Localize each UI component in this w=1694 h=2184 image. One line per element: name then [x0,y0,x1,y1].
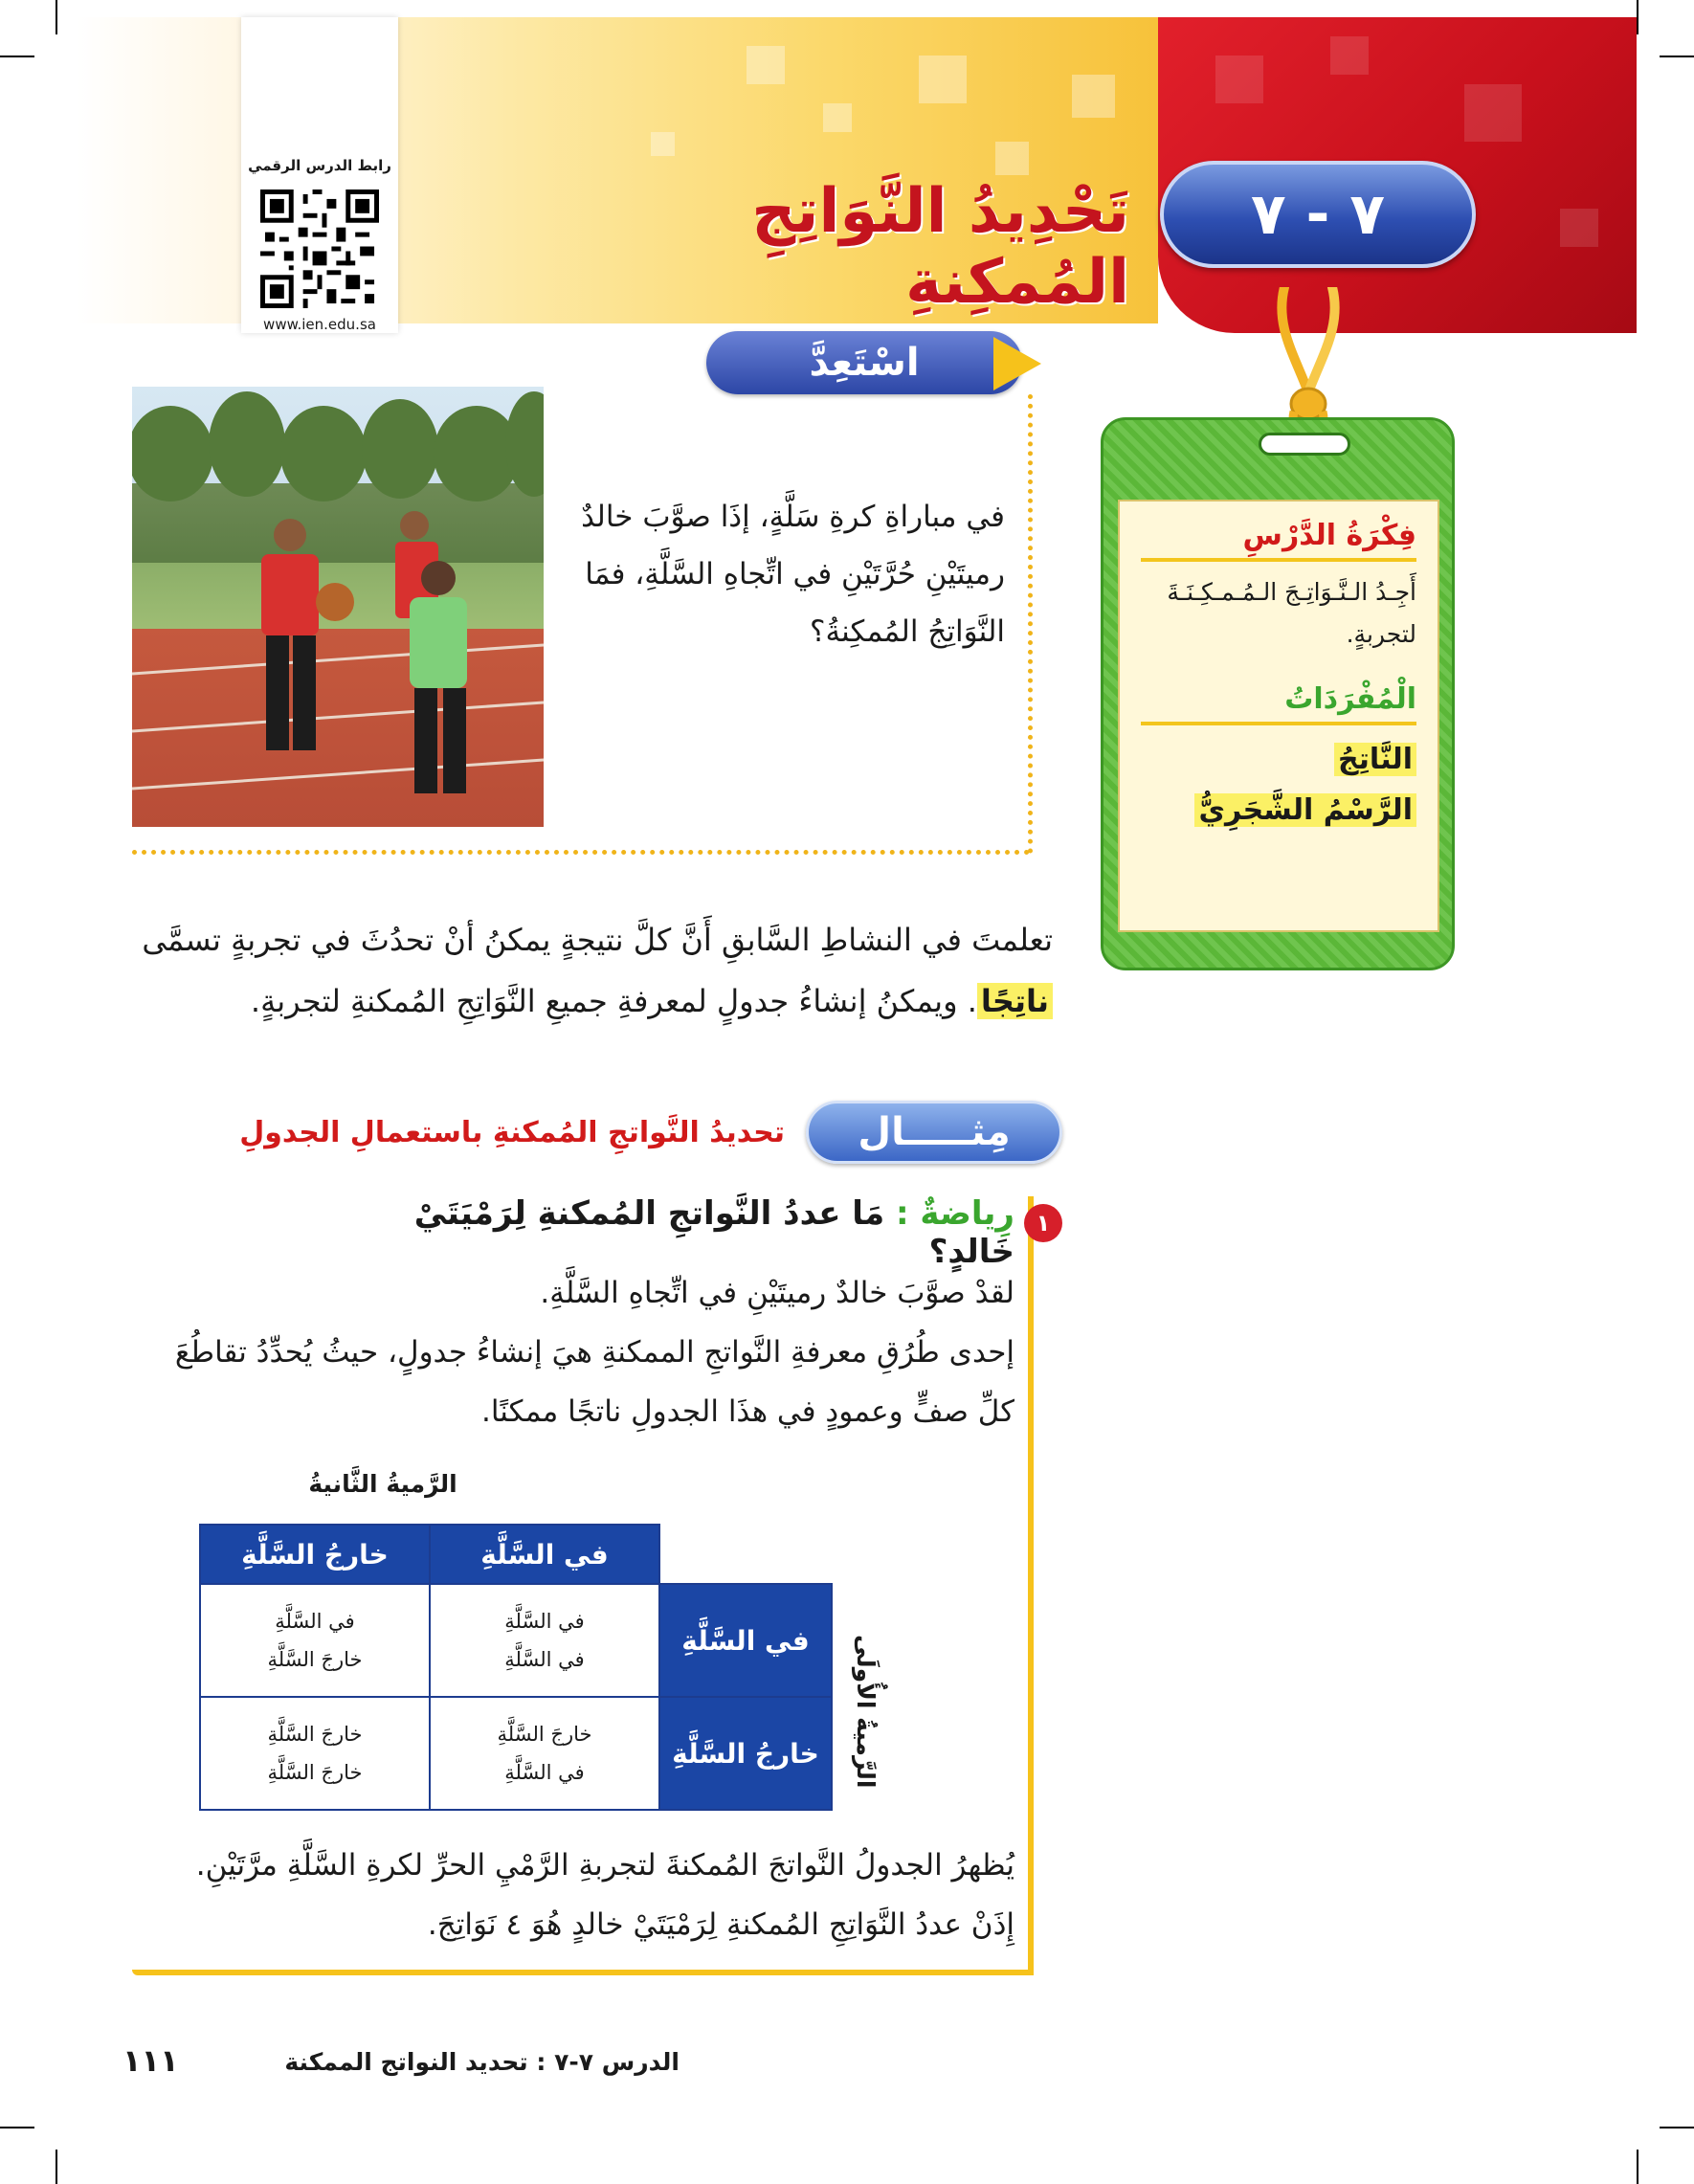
lesson-number: ٧ - ٧ [1251,181,1385,248]
cell-line: خارجَ السَّلَّةِ [267,1723,363,1746]
vocabulary-term: النَّاتِجُ [1334,743,1416,776]
card-hole [1259,433,1350,456]
qr-url[interactable]: www.ien.edu.sa [263,316,376,333]
crop-mark [1637,2150,1638,2184]
example-title: تحديدُ النَّواتجِ المُمكنةِ باستعمالِ الجدولِ [239,1116,785,1149]
question-label: رِياضةٌ : [895,1194,1014,1233]
cell-line: خارجَ السَّلَّةِ [497,1723,592,1746]
intro-paragraph [134,909,1053,1032]
cell-line: في السَّلَّةِ [504,1610,585,1633]
crop-mark [1637,0,1638,34]
vocabulary-heading: الْمُفْرَدَاتُ [1284,682,1416,716]
row-axis-label: الرَّميةُ الأُولَى [852,1635,880,1789]
example-number-badge: ١ [1024,1204,1062,1242]
cell-line: في السَّلَّةِ [504,1648,585,1671]
page-title: تَحْدِيدُ النَّوَاتِجِ المُمكِنةِ [751,176,1129,318]
crop-mark [0,2127,34,2128]
intro-text: . ويمكنُ إنشاءُ جدولٍ لمعرفةِ جميعِ النَّوَاتِجِ المُمكنةِ لتجربةٍ. [250,983,977,1019]
table-cell [200,1584,430,1697]
vocabulary-term: الرَّسْمُ الشَّجَرِيُّ [1194,793,1416,827]
table-row [200,1697,832,1810]
arrow-icon [993,337,1041,390]
qr-caption: رابط الدرس الرقمي [248,157,391,174]
cell-line: خارجَ السَّلَّةِ [267,1761,363,1784]
lesson-card-content [1118,500,1439,932]
get-ready-banner [706,331,1022,394]
table-cell [200,1697,430,1810]
outcomes-table [199,1524,833,1811]
basketball-photo [132,387,544,827]
table-corner [659,1525,832,1584]
dotted-border [1028,394,1033,854]
example-border [1028,1196,1034,1972]
lesson-idea-heading: فِكْرَةُ الدَّرْسِ [1242,519,1416,552]
intro-text: تعلمتَ في النشاطِ السَّابقِ أَنَّ كلَّ نتيجةٍ يمكنُ أنْ تحدُثَ في تجربةٍ تسمَّى [142,922,1053,958]
footer-lesson-title: الدرس ٧-٧ : تحديد النواتج الممكنة [284,2048,680,2076]
dotted-border [132,850,1030,855]
example-question [402,1194,1014,1271]
qr-panel [241,17,398,333]
qr-code-icon[interactable] [260,189,379,308]
question-text: مَا عددُ النَّواتجِ المُمكنةِ لِرَمْيَتَيْ خَالدٍ؟ [413,1194,1014,1271]
column-header: خارجُ السَّلَّةِ [200,1525,430,1584]
row-header: في السَّلَّةِ [659,1584,832,1697]
key-term: ناتِجًا [977,983,1053,1019]
conclusion-line: يُظهرُ الجدولُ النَّواتجَ المُمكنةَ لتجربةِ الرَّمْيِ الحرِّ لكرةِ السَّلَّةِ مرَّتَيْنِ. [195,1848,1014,1883]
crop-mark [1660,56,1694,57]
column-axis-label: الرَّميةُ الثَّانيةُ [308,1470,457,1498]
lesson-number-badge [1160,161,1476,268]
crop-mark [56,2150,57,2184]
example-conclusion [134,1836,1014,1954]
column-header: في السَّلَّةِ [430,1525,659,1584]
page-number: ١١١ [123,2042,179,2079]
cell-line: خارجَ السَّلَّةِ [267,1648,363,1671]
example-banner [806,1101,1062,1164]
example-label: مِثـــــال [858,1110,1011,1154]
get-ready-text: في مباراةِ كرةِ سَلَّةٍ، إذَا صوَّبَ خالدٌ رميتَيْنِ حُرَّتَيْنِ في اتِّجاهِ السَّلَّةِ، فمَا النَّوَاتِجُ المُمكِنةُ؟ [581,500,1005,649]
cell-line: في السَّلَّةِ [504,1761,585,1784]
conclusion-line: إِذَنْ عددُ النَّوَاتِجِ المُمكنةِ لِرَمْيَتَيْ خالدٍ هُوَ ٤ نَوَاتِجَ. [427,1907,1014,1942]
table-cell [430,1697,659,1810]
example-line: لقدْ صوَّبَ خالدٌ رميتَيْنِ في اتِّجاهِ السَّلَّةِ. [540,1276,1014,1310]
row-header: خارجُ السَّلَّةِ [659,1697,832,1810]
crop-mark [56,0,57,34]
example-line: إحدى طُرُقِ معرفةِ النَّواتجِ الممكنةِ هيَ إنشاءُ جدولٍ، حيثُ يُحدِّدُ تقاطُعَ كلِّ صفٍّ وعمودٍ في هذَا الجدولِ ناتجًا ممكنًا. [174,1335,1014,1429]
divider [1141,558,1416,562]
crop-mark [1660,2127,1694,2128]
example-border [132,1970,1034,1975]
example-body [134,1263,1014,1441]
divider [1141,722,1416,725]
table-row [200,1584,832,1697]
table-cell [430,1584,659,1697]
lesson-idea-text: أَجِـدُ الـنَّـوَاتِـجَ الـمُـمـكِـنَـةَ لتجربةٍ. [1167,578,1416,648]
cell-line: في السَّلَّةِ [275,1610,355,1633]
get-ready-label: اسْتَعِدَّ [809,341,920,385]
crop-mark [0,56,34,57]
